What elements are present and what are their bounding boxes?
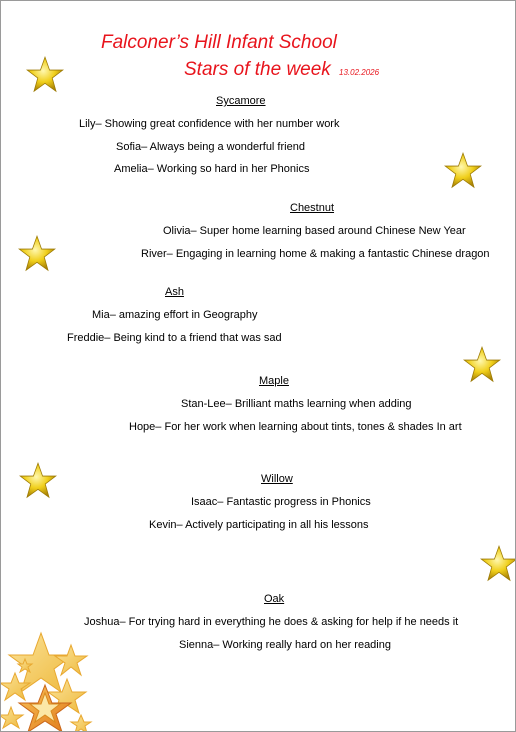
star-entry: Lily– Showing great confidence with her number work [79,118,340,130]
star-entry: Kevin– Actively participating in all his lessons [149,519,369,531]
star-entry: Sienna– Working really hard on her reading [179,639,391,651]
star-entry: Sofia– Always being a wonderful friend [116,141,305,153]
star-entry: Amelia– Working so hard in her Phonics [114,163,310,175]
date-label: 13.02.2026 [339,68,380,77]
page-title: Stars of the week [184,59,331,80]
star-entry: Hope– For her work when learning about tints, tones & shades In art [129,421,462,433]
class-heading-oak: Oak [264,593,285,605]
gold-star-icon [463,346,501,384]
star-entry: Joshua– For trying hard in everything he does & asking for help if he needs it [84,616,459,628]
gold-star-icon [19,462,57,500]
star-entry: Stan-Lee– Brilliant maths learning when adding [181,398,412,410]
star-entry: Mia– amazing effort in Geography [92,309,258,321]
star-cluster-icon [1,631,96,731]
star-entry: Olivia– Super home learning based around Chinese New Year [163,225,466,237]
class-heading-maple: Maple [259,375,289,387]
gold-star-icon [18,235,56,273]
gold-star-icon [444,152,482,190]
star-entry: Freddie– Being kind to a friend that was sad [67,332,282,344]
school-name: Falconer’s Hill Infant School [101,32,337,53]
class-heading-ash: Ash [165,286,184,298]
gold-star-icon [26,56,64,94]
class-heading-willow: Willow [261,473,293,485]
star-entry: Isaac– Fantastic progress in Phonics [191,496,371,508]
class-heading-sycamore: Sycamore [216,95,266,107]
star-entry: River– Engaging in learning home & making a fantastic Chinese dragon [141,248,490,260]
gold-star-icon [480,545,516,583]
class-heading-chestnut: Chestnut [290,202,335,214]
